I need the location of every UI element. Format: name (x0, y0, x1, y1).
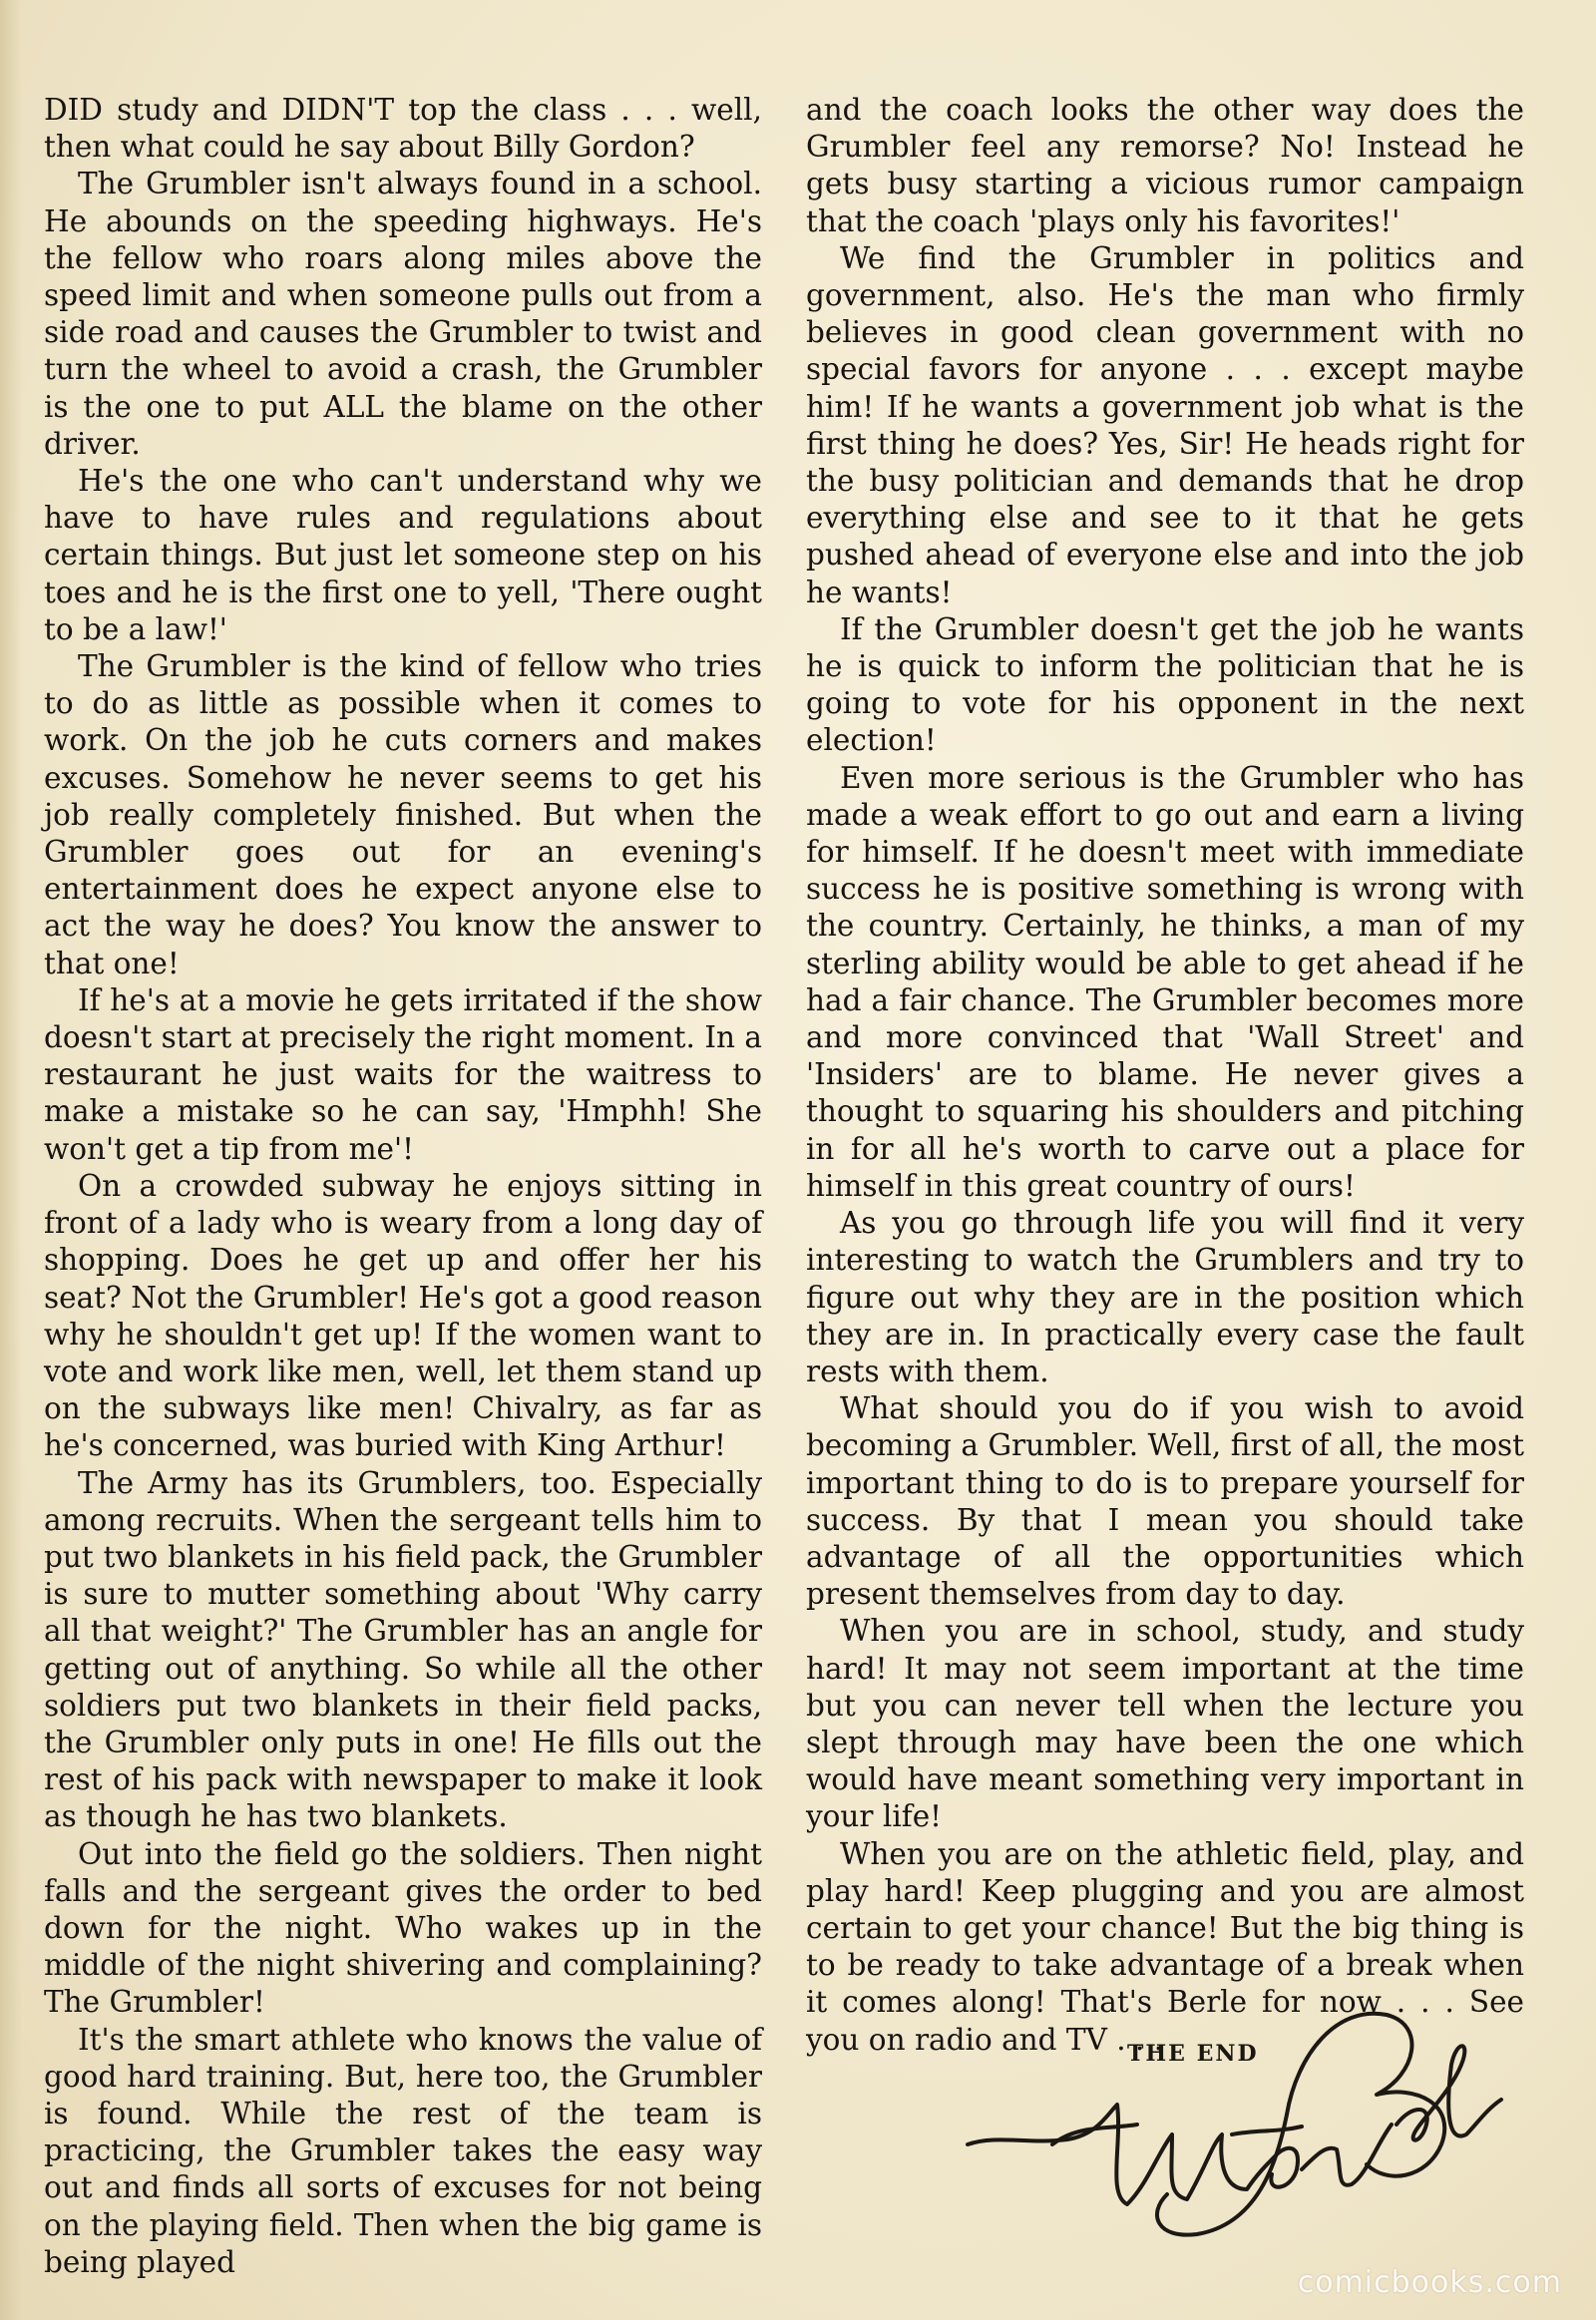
site-watermark: comicbooks.com (1297, 2265, 1562, 2300)
paragraph: The Grumbler is the kind of fellow who tries to do as little as possible when it comes to work. On the job he cuts corners and makes excuses. Somehow he never seems to get his job really completely finished. But when the Grumbler goes out for an evening's entertainment does he expect anyone else to act the way he does? You know the answer to that one! (44, 649, 762, 980)
paragraph: The Army has its Grumblers, too. Especially among recruits. When the sergeant tells him to put two blankets in his field pack, the Grumbler is sure to mutter something about 'Why carry all that weight?' The Grumbler has an angle for getting out of anything. So while all the other soldiers put two blankets in their field packs, the Grumbler only puts in one! He fills out the rest of his pack with newspaper to make it look as though he has two blankets. (44, 1465, 762, 1834)
paragraph: On a crowded subway he enjoys sitting in front of a lady who is weary from a long day of shopping. Does he get up and offer her his seat? Not the Grumbler! He's got a good reason why he shouldn't get up! If the women want to vote and work like men, well, let them stand up on the subways like men! Chivalry, as far as he's concerned, was buried with King Arthur! (44, 1168, 762, 1463)
left-text-column (44, 92, 762, 2281)
paragraph: The Grumbler isn't always found in a school. He abounds on the speeding highways. He's the fellow who roars along miles above the speed limit and when someone pulls out from a side road and causes the Grumbler to twist and turn the wheel to avoid a crash, the Grumbler is the one to put ALL the blame on the other driver. (44, 167, 762, 461)
paragraph: When you are on the athletic field, play, and play hard! Keep plugging and you are almost certain to get your chance! But the big thing is to be ready to take advantage of a break when it comes along! That's Berle for now . . . See you on radio and TV . . . (806, 1836, 1524, 2057)
paragraph: As you go through life you will find it very interesting to watch the Grumblers and try to figure out why they are in the position which they are in. In practically every case the fault rests with them. (806, 1206, 1524, 1388)
right-text-column (806, 92, 1524, 2059)
paragraph: We find the Grumbler in politics and government, also. He's the man who firmly believes in good clean government with no special favors for anyone . . . except maybe him! If he wants a government job what is the first thing he does? Yes, Sir! He heads right for the busy politician and demands that he drop everything else and see to it that he gets pushed ahead of everyone else and into the job he wants! (806, 240, 1524, 609)
paragraph: It's the smart athlete who knows the value of good hard training. But, here too, the Grumbler is found. While the rest of the team is practicing, the Grumbler takes the easy way out and finds all sorts of excuses for not being on the playing field. Then when the big game is being played (44, 2022, 762, 2279)
paragraph: and the coach looks the other way does the Grumbler feel any remorse? No! Instead he gets busy starting a vicious rumor campaign that the coach 'plays only his favorites!' (806, 93, 1524, 238)
paragraph: What should you do if you wish to avoid becoming a Grumbler. Well, first of all, the most important thing to do is to prepare yourself for success. By that I mean you should take advantage of all the opportunities which present themselves from day to day. (806, 1391, 1524, 1612)
the-end-label: THE END (1127, 2041, 1259, 2067)
paragraph: If the Grumbler doesn't get the job he wants he is quick to inform the politician that he is going to vote for his opponent in the next election! (806, 611, 1524, 758)
paragraph: Out into the field go the soldiers. Then night falls and the sergeant gives the order to bed down for the night. Who wakes up in the middle of the night shivering and complaining? The Grumbler! (44, 1836, 762, 2020)
paragraph: When you are in school, study, and study hard! It may not seem important at the time but you can never tell when the lecture you slept through may have been the one which would have meant something very important in your life! (806, 1614, 1524, 1834)
signature-image (958, 1995, 1516, 2254)
paragraph: DID study and DIDN'T top the class . . . well, then what could he say about Billy Gordon? (44, 93, 762, 165)
paragraph: Even more serious is the Grumbler who has made a weak effort to go out and earn a living for himself. If he doesn't meet with immediate success he is positive something is wrong with the country. Certainly, he thinks, a man of my sterling ability would be able to get ahead if he had a fair chance. The Grumbler becomes more and more convinced that 'Wall Street' and 'Insiders' are to blame. He never gives a thought to squaring his shoulders and pitching in for all he's worth to carve out a place for himself in this great country of ours! (806, 760, 1524, 1203)
page-edge-shadow (0, 0, 22, 2320)
paragraph: He's the one who can't understand why we have to have rules and regulations about certain things. But just let someone step on his toes and he is the first one to yell, 'There ought to be a law!' (44, 464, 762, 646)
paragraph: If he's at a movie he gets irritated if the show doesn't start at precisely the right moment. In a restaurant he just waits for the waitress to make a mistake so he can say, 'Hmphh! She won't get a tip from me'! (44, 982, 762, 1166)
